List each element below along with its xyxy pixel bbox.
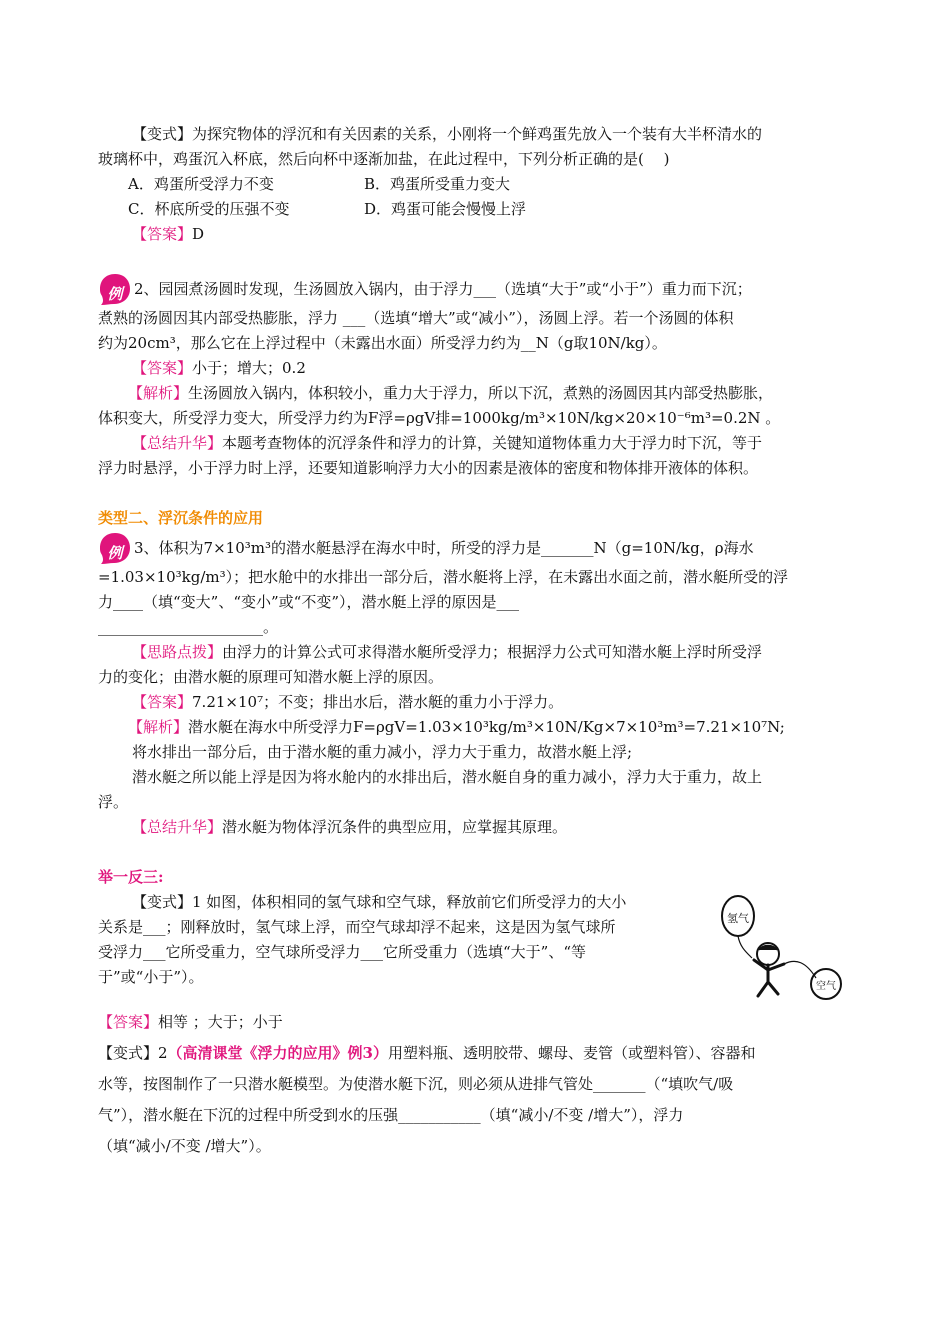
- answer-text: D: [192, 225, 205, 243]
- practice-heading: 举一反三:: [98, 868, 164, 886]
- option-a: A．鸡蛋所受浮力不变: [128, 175, 274, 193]
- air-balloon-label: 空气: [816, 981, 836, 992]
- example3-analysis-line4: 浮。: [98, 793, 129, 811]
- example3-line4: ______________________。: [98, 618, 279, 636]
- answer-text: 小于；增大；0.2: [192, 359, 306, 377]
- example3-line1: 例 3、体积为7×10³m³的潜水艇悬浮在海水中时，所受的浮力是_______N（g=10N/kg，ρ海水: [98, 531, 852, 565]
- answer-tag: 【答案】: [132, 359, 193, 377]
- answer-tag: 【答案】: [98, 1013, 159, 1031]
- example2-analysis-line2: 体积变大，所受浮力变大，所受浮力约为F浮=ρgV排=1000kg/m³×10N/kg×20×10⁻⁶m³=0.2N 。: [98, 409, 781, 427]
- example-badge-icon: 例: [98, 272, 132, 306]
- option-d: D．鸡蛋可能会慢慢上浮: [364, 200, 527, 218]
- variant2-line3: 受浮力___它所受重力，空气球所受浮力___它所受重力（选填“大于”、“等: [98, 943, 587, 961]
- example3-summary: 【总结升华】潜水艇为物体浮沉条件的典型应用，应掌握其原理。: [132, 818, 568, 836]
- summary-tag: 【总结升华】: [132, 434, 223, 452]
- document-page: [98, 122, 852, 1159]
- example2-line3: 约为20cm³，那么它在上浮过程中（未露出水面）所受浮力约为__N（g取10N/kg）。: [98, 334, 667, 352]
- example3-analysis-line2: 将水排出一部分后，由于潜水艇的重力减小，浮力大于重力，故潜水艇上浮;: [132, 743, 633, 761]
- analysis-tag: 【解析】: [128, 718, 189, 736]
- variant3-line1: 【变式】2（高清课堂《浮力的应用》例3）用塑料瓶、透明胶带、螺母、麦管（或塑料管）、容器和: [98, 1044, 756, 1062]
- example2-line1: 例 2、园园煮汤圆时发现，生汤圆放入锅内，由于浮力___（选填“大于”或“小于”）重力而下沉；: [98, 272, 852, 306]
- variant3-line2: 水等，按图制作了一只潜水艇模型。为使潜水艇下沉，则必须从进排气管处_______（“填吹气/吸: [98, 1075, 734, 1093]
- analysis-tag: 【解析】: [128, 384, 189, 402]
- answer-tag: 【答案】: [132, 693, 193, 711]
- example3-line2: =1.03×10³kg/m³）；把水舱中的水排出一部分后，潜水艇将上浮，在未露出水面之前，潜水艇所受的浮: [98, 568, 789, 586]
- example3-hint-line1: 【思路点拨】由浮力的计算公式可求得潜水艇所受浮力；根据浮力公式可知潜水艇上浮时所受浮: [132, 643, 763, 661]
- hint-tag: 【思路点拨】: [132, 643, 223, 661]
- example3-line3: 力____（填“变大”、“变小”或“不变”），潜水艇上浮的原因是___: [98, 593, 520, 611]
- variant3-line3: 气”），潜水艇在下沉的过程中所受到水的压强___________（填“减小/不变 /增大”），浮力: [98, 1106, 684, 1124]
- variant2-answer: [98, 1010, 852, 1035]
- example2-answer: [98, 356, 852, 381]
- variant1-answer: [98, 222, 852, 247]
- example2-analysis-line1: 【解析】生汤圆放入锅内，体积较小，重力大于浮力，所以下沉，煮熟的汤圆因其内部受热膨胀，: [128, 384, 774, 402]
- variant1-options-cd: [98, 197, 852, 222]
- example3-answer: [98, 690, 852, 715]
- example2-summary-line1: 【总结升华】本题考查物体的沉浮条件和浮力的计算，关键知道物体重力大于浮力时下沉，等于: [132, 434, 763, 452]
- variant2-line4: 于”或“小于”）。: [98, 968, 204, 986]
- balloons-figure: [716, 892, 846, 1002]
- option-b: B．鸡蛋所受重力变大: [364, 175, 511, 193]
- option-c: C．杯底所受的压强不变: [128, 200, 290, 218]
- variant2-line2: 关系是___；刚释放时，氢气球上浮，而空气球却浮不起来，这是因为氢气球所: [98, 918, 616, 936]
- hydrogen-balloon-label: 氢气: [727, 912, 749, 925]
- answer-tag: 【答案】: [132, 225, 193, 243]
- example2-line2: 煮熟的汤圆因其内部受热膨胀，浮力 ___（选填“增大”或“减小”），汤圆上浮。若一个汤圆的体积: [98, 309, 734, 327]
- variant1-line1: 【变式】为探究物体的浮沉和有关因素的关系，小刚将一个鲜鸡蛋先放入一个装有大半杯清水的: [132, 125, 763, 143]
- section-heading: 类型二、浮沉条件的应用: [98, 509, 264, 527]
- example-badge-icon: 例: [98, 531, 132, 565]
- example3-analysis-line1: 【解析】潜水艇在海水中所受浮力F=ρgV=1.03×10³kg/m³×10N/Kg×7×10³m³=7.21×10⁷N;: [128, 718, 785, 736]
- variant2-block: [98, 890, 852, 990]
- variant2-line1: 【变式】1 如图，体积相同的氢气球和空气球，释放前它们所受浮力的大小: [132, 893, 627, 911]
- answer-text: 7.21×10⁷；不变；排出水后，潜水艇的重力小于浮力。: [192, 693, 564, 711]
- example3-hint-line2: 力的变化；由潜水艇的原理可知潜水艇上浮的原因。: [98, 668, 444, 686]
- example2-summary-line2: 浮力时悬浮，小于浮力时上浮，还要知道影响浮力大小的因素是液体的密度和物体排开液体的体积。: [98, 459, 759, 477]
- variant1-options-ab: [98, 172, 852, 197]
- summary-tag: 【总结升华】: [132, 818, 223, 836]
- example3-analysis-line3: 潜水艇之所以能上浮是因为将水舱内的水排出后，潜水艇自身的重力减小，浮力大于重力，故上: [132, 768, 763, 786]
- answer-text: 相等 ；大于；小于: [158, 1013, 283, 1031]
- variant3-line4: （填“减小/不变 /增大”）。: [98, 1137, 271, 1155]
- source-reference: （高清课堂《浮力的应用》例3）: [167, 1044, 388, 1062]
- variant1-line2: 玻璃杯中，鸡蛋沉入杯底，然后向杯中逐渐加盐，在此过程中，下列分析正确的是( ): [98, 150, 670, 168]
